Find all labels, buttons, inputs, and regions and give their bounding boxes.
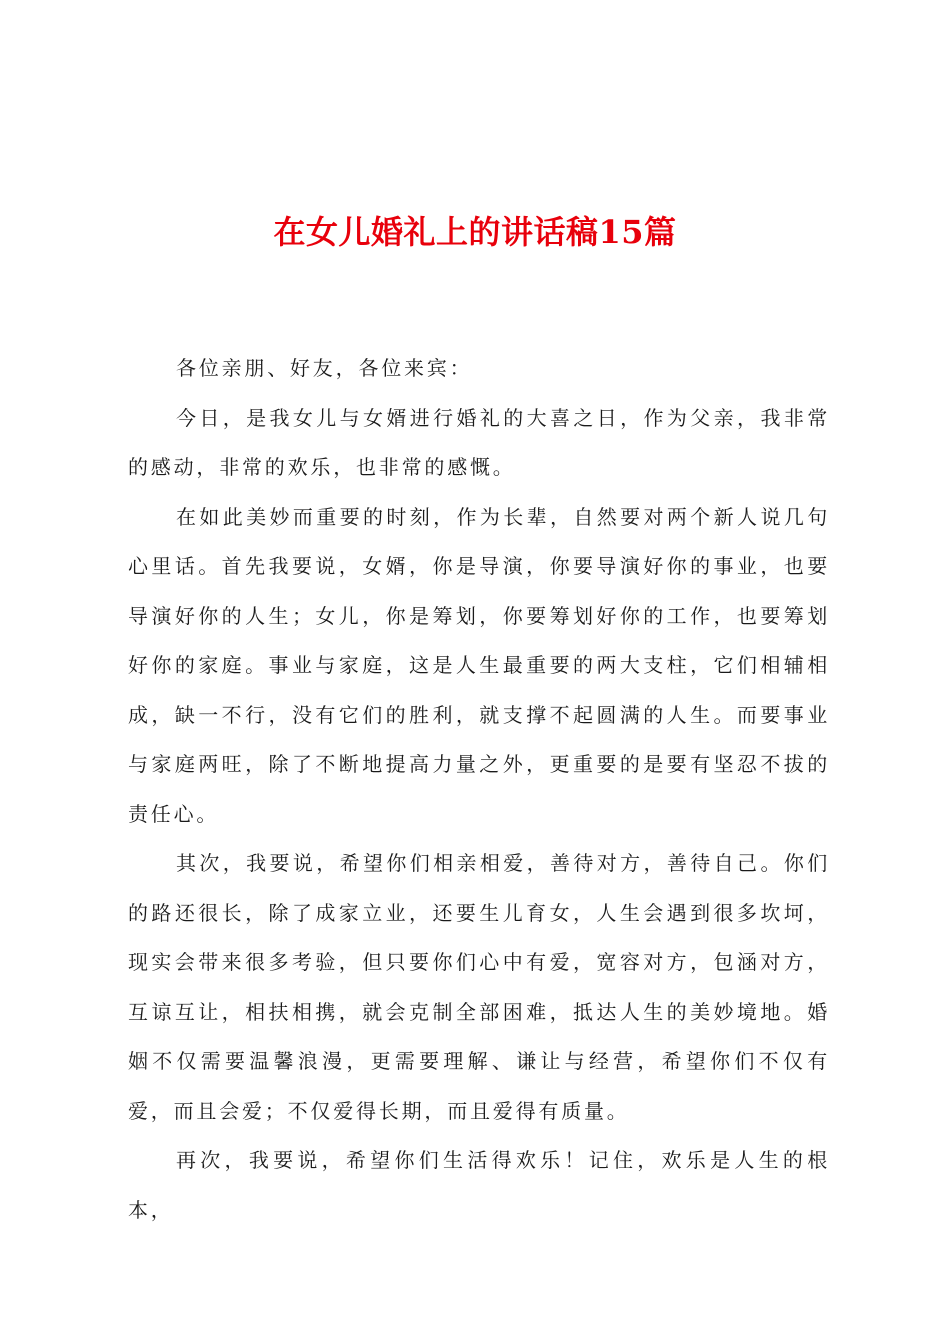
document-title: 在女儿婚礼上的讲话稿15篇 <box>273 213 677 251</box>
document-body <box>128 344 830 1235</box>
paragraph-opening: 今日，是我女儿与女婿进行婚礼的大喜之日，作为父亲，我非常的感动，非常的欢乐，也非常的感慨。 <box>128 405 830 479</box>
paragraph-first-point: 在如此美妙而重要的时刻，作为长辈，自然要对两个新人说几句心里话。首先我要说，女婿，你是导演，你要导演好你的事业，也要导演好你的人生；女儿，你是筹划，你要筹划好你的工作，也要筹划好你的家庭。事业与家庭，这是人生最重要的两大支柱，它们相辅相成，缺一不行，没有它们的胜利，就支撑不起圆满的人生。而要事业与家庭两旺，除了不断地提高力量之外，更重要的是要有坚忍不拔的责任心。 <box>128 504 830 826</box>
paragraph-third-point: 再次，我要说，希望你们生活得欢乐！记住，欢乐是人生的根本， <box>128 1148 830 1222</box>
paragraph-greeting: 各位亲朋、好友，各位来宾： <box>176 356 473 380</box>
paragraph-second-point: 其次，我要说，希望你们相亲相爱，善待对方，善待自己。你们的路还很长，除了成家立业，还要生儿育女，人生会遇到很多坎坷，现实会带来很多考验，但只要你们心中有爱，宽容对方，包涵对方，互谅互让，相扶相携，就会克制全部困难，抵达人生的美妙境地。婚姻不仅需要温馨浪漫，更需要理解、谦让与经营，希望你们不仅有爱，而且会爱；不仅爱得长期，而且爱得有质量。 <box>128 851 830 1123</box>
